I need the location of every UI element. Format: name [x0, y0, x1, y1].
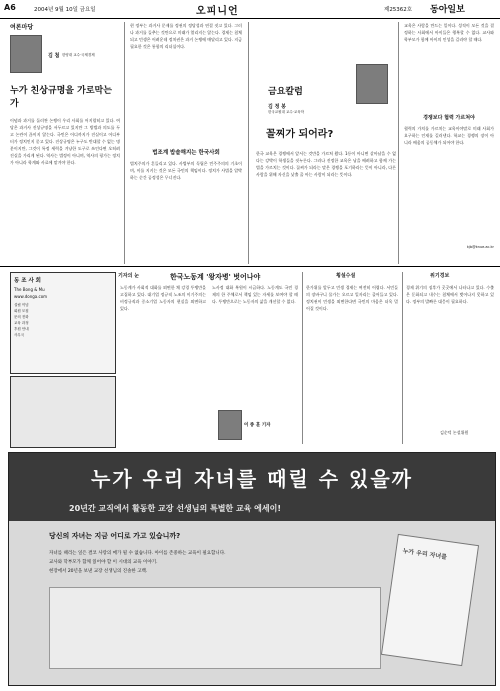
ad-book — [8, 452, 496, 686]
author-sign: 김순덕 논설위원 — [440, 430, 469, 435]
article-headline: 꼴찌가 되어라? — [266, 129, 334, 140]
article-headline: 한국노동계 '왕자병' 벗어나야 — [170, 273, 261, 281]
divider — [398, 22, 399, 264]
ad-headline: 누가 우리 자녀를 때릴 수 있을까 — [91, 467, 413, 491]
author-photo — [10, 35, 42, 73]
book-cover-title: 누가 우리 자녀를 — [402, 547, 448, 561]
article-headline: 누가 친상규명을 가로막는가 — [10, 86, 112, 109]
column-kicker: 여론마당 — [10, 24, 34, 31]
ad-row: 교육 과정 — [14, 321, 29, 325]
ad-row: 회원 모집 — [14, 309, 29, 313]
ad-box-small-2 — [10, 376, 116, 448]
article-subhead: 경쟁보다 협력 가르쳐야 — [423, 115, 475, 121]
column-continuation — [130, 22, 242, 260]
ad-row: 문의 전화 — [14, 315, 29, 319]
reporter-photo — [218, 410, 242, 440]
article-subhead: 법조계 밥솥해지는 한국사회 — [152, 150, 220, 156]
book-cover-image — [381, 534, 479, 666]
edition-number: 제25362호 — [384, 7, 413, 13]
section-divider — [0, 266, 500, 267]
ad-line: 현장에서 20년을 보낸 교장 선생님의 진솔한 고백. — [49, 569, 148, 574]
page-header — [0, 0, 500, 19]
ad-box-small — [10, 272, 116, 374]
section-title: 오피니언 — [196, 6, 239, 17]
article-body: 이념과 과거를 둘러싼 논쟁이 우리 사회를 어지럽히고 있다. 여당은 과거사 진상규명을 서두르고 있지만 그 방법과 의도를 두고 논란이 끊이지 않는다. 국민은 어디까지가 진실이고 어디부터가 정치인지 묻고 있다. 진상규명은 누구도 반대할 수 없는 명분이지만, 그것이 특정 세력을 겨냥한 도구로 쓰인다면 오히려 진실을 가리게 된다. 역사는 법정이 아니며, 역사의 평가는 정치가 아니라 학계와 사료에 맡겨야 한다. — [10, 118, 120, 165]
article-body: 교육은 사람을 만드는 일이다. 성적이 모든 것을 결정하는 사회에서 아이들은 행복할 수 없다. 교사와 학부모가 함께 아이의 인성을 길러야 할 때다. — [404, 23, 494, 42]
divider — [124, 22, 125, 264]
article-body: 노동계가 사회적 대화를 외면한 채 강경 투쟁만을 고집하고 있다. 대기업 정규직 노조의 이기주의는 비정규직과 중소기업 노동자의 현실을 외면하고 있다. — [120, 285, 206, 311]
article-body: 한가위를 앞두고 민생 경제는 여전히 어렵다. 서민들의 장바구니 물가는 오르고 일자리는 줄어들고 있다. 정치권이 민생을 외면한다면 국민의 마음은 더욱 멀어질 것이다. — [306, 285, 398, 311]
author-name: 김 정 봉 — [268, 104, 286, 110]
author-title: 한양대 교수·국제경제 — [62, 53, 95, 57]
divider — [402, 272, 403, 444]
article-body: 한국 교육은 경쟁에서 앞서는 것만을 가르쳐 왔다. 1등이 아니면 살아남을 수 없다는 강박이 학생들을 짓누른다. 그러나 진정한 교육은 남을 배려하고 함께 가는 법을 가르치는 것이다. 꼴찌가 되라는 말은 경쟁을 포기하라는 뜻이 아니라, 다른 사람을 위해 자신을 낮출 줄 아는 사람이 되라는 뜻이다. — [256, 151, 396, 177]
column-kicker: 금요칼럼 — [268, 87, 303, 97]
divider — [248, 22, 249, 264]
article-body: 노사정 대화 복원이 시급하다. 노동계도 국민 경제의 한 주체로서 책임 있는 자세를 보여야 할 때다. 투쟁만으로는 노동자의 삶을 개선할 수 없다. — [212, 285, 298, 304]
ad-row: 후원 안내 — [14, 327, 29, 331]
article-body: 현 정부는 과거사 문제를 정권의 정당성과 연결 짓고 있다. 그러나 과거를 들추는 것만으로 미래가 열리지는 않는다. 경제는 침체되고 민생은 어려운데 정치권은 과거 논쟁에 매달리고 있다. 지금 필요한 것은 통합의 리더십이다. — [130, 23, 242, 49]
ad-line: 자녀를 때리는 일은 결코 사랑의 매가 될 수 없습니다. 아이를 존중하는 교육이 필요합니다. — [49, 551, 226, 556]
ad-question: 당신의 자녀는 지금 어디로 가고 있습니까? — [49, 532, 181, 540]
ad-line: 교사와 학부모가 함께 읽어야 할 이 시대의 교육 이야기. — [49, 560, 158, 565]
ad-row: 사무국 — [14, 333, 25, 337]
column-opinion-forum — [10, 22, 120, 287]
ad-copy — [49, 549, 379, 576]
column-kicker: 기자의 눈 — [118, 273, 140, 279]
ad-info-box — [49, 587, 381, 669]
ad-rows — [14, 302, 112, 338]
column-kicker: 위기경보 — [430, 273, 450, 279]
author-photo — [356, 64, 388, 104]
ad-title: 동 조 사 회 — [14, 278, 41, 284]
ad-subtitle: The Bong & Mu — [14, 287, 45, 292]
page-number: A6 — [4, 3, 16, 12]
column-friday — [256, 22, 396, 250]
ad-subheadline: 20년간 교직에서 활동한 교장 선생님의 특별한 교육 에세이! — [69, 504, 282, 513]
author-title: 한국교원대 교수·교육학 — [268, 110, 305, 114]
newspaper-logo: 동아일보 — [430, 5, 465, 15]
article-body: 법치주의가 흔들리고 있다. 사법부의 독립은 민주주의의 기초이며, 이를 지키는 것은 모든 국민의 책임이다. 정치가 사법을 압박하는 순간 공정성은 무너진다. — [130, 161, 242, 180]
article-body: 경제 위기의 징후가 곳곳에서 나타나고 있다. 수출은 둔화되고 내수는 침체에서 벗어나지 못하고 있다. 정부의 발빠른 대응이 필요하다. — [406, 285, 494, 304]
ad-row: 설립 이념 — [14, 303, 29, 307]
column-right — [404, 22, 494, 249]
reporter-name: 이 종 훈 기자 — [244, 423, 271, 428]
author-name: 김 첨 — [48, 53, 60, 59]
article-body: 협력의 가치를 가르치는 교육이야말로 미래 사회가 요구하는 인재를 길러낸다. 학교는 경쟁의 장이 아니라 배움의 공동체가 되어야 한다. — [404, 126, 494, 145]
column-kicker: 횡설수설 — [336, 273, 356, 279]
author-email: kjb@knue.ac.kr — [466, 245, 494, 249]
ad-site: www.donga.com — [14, 294, 48, 299]
issue-date: 2004년 9월 10일 금요일 — [34, 7, 96, 13]
divider — [302, 272, 303, 444]
